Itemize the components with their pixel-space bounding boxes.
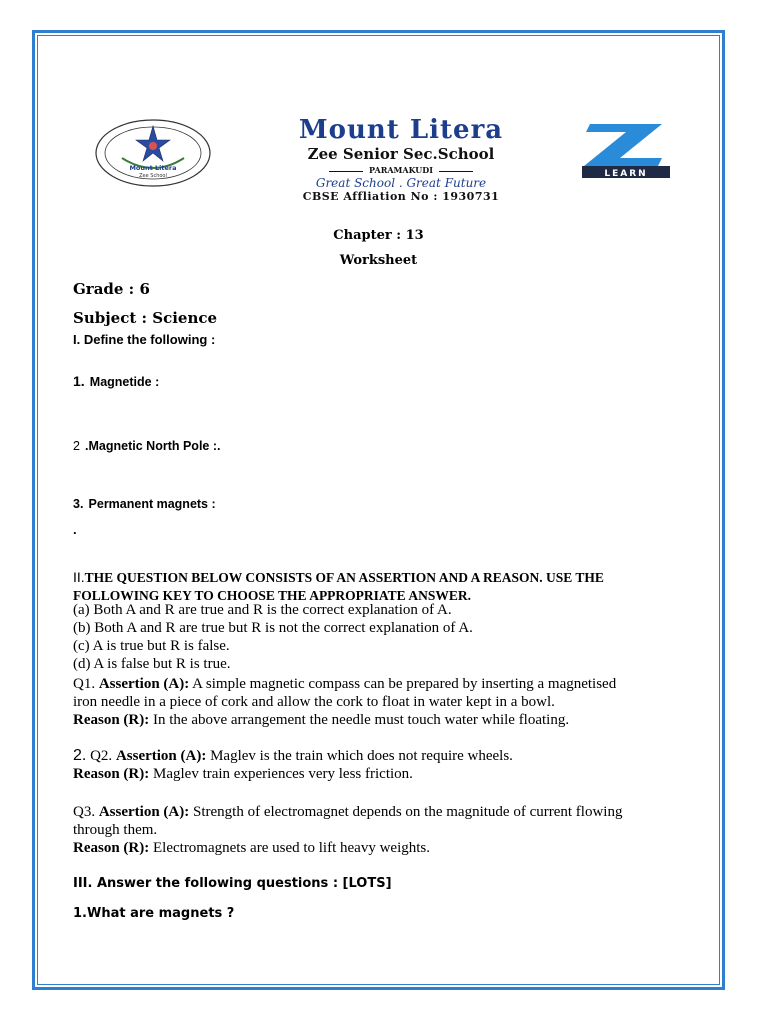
question-3-assertion-line2: through them. xyxy=(73,822,158,838)
question-2-reason-label: Reason (R): xyxy=(73,766,150,782)
define-item-1 xyxy=(73,371,159,390)
define-item-2 xyxy=(73,435,220,454)
school-seal-logo xyxy=(94,118,212,188)
question-2-label: Q2. xyxy=(86,748,113,764)
school-subtitle: Zee Senior Sec.School xyxy=(307,145,495,163)
question-3 xyxy=(73,803,723,857)
seal-logo-subtext: Zee School xyxy=(139,173,167,179)
define-item-3-num: 3. xyxy=(73,497,84,511)
section-1-heading: I. Define the following : xyxy=(73,332,216,347)
question-3-label: Q3. xyxy=(73,804,96,820)
worksheet-title: Worksheet xyxy=(339,253,418,268)
question-3-reason: Electromagnets are used to lift heavy weights. xyxy=(149,840,430,856)
define-item-2-text: .Magnetic North Pole :. xyxy=(85,439,221,453)
define-item-3-text: Permanent magnets : xyxy=(88,497,216,511)
section-2-heading-line2: FOLLOWING KEY TO CHOOSE THE APPROPRIATE ANSWER. xyxy=(73,588,471,603)
answer-key-options xyxy=(73,601,723,673)
define-item-3 xyxy=(73,493,216,512)
school-tagline: Great School . Great Future xyxy=(315,176,487,190)
section-2-heading-line1: THE QUESTION BELOW CONSISTS OF AN ASSERTION AND A REASON. USE THE xyxy=(84,570,604,585)
section-1-dot: . xyxy=(73,522,77,537)
question-1-assertion-line2: iron needle in a piece of cork and allow the cork to float in water kept in a bowl. xyxy=(73,694,555,710)
section-2-roman: II. xyxy=(73,569,85,585)
question-3-reason-label: Reason (R): xyxy=(73,840,150,856)
z-learn-logo-text: LEARN xyxy=(604,169,648,179)
question-2 xyxy=(73,747,723,783)
school-place-text: PARAMAKUDI xyxy=(369,165,433,175)
question-2-num: 2. xyxy=(73,747,87,764)
subject-label: Subject : Science xyxy=(73,309,218,327)
chapter-title: Chapter : 13 xyxy=(333,228,424,243)
z-learn-logo xyxy=(580,122,672,180)
school-affiliation: CBSE Affliation No : 1930731 xyxy=(302,190,500,203)
school-header xyxy=(236,116,566,204)
section-3-question-1: 1.What are magnets ? xyxy=(73,906,235,921)
define-item-1-num: 1. xyxy=(73,373,85,389)
define-item-1-text: Magnetide : xyxy=(89,375,160,389)
question-1 xyxy=(73,675,723,729)
answer-key-option-b: (b) Both A and R are true but R is not the correct explanation of A. xyxy=(73,620,473,636)
question-3-assertion-label: Assertion (A): xyxy=(98,804,190,820)
question-2-assertion-label: Assertion (A): xyxy=(115,748,207,764)
section-3-heading: III. Answer the following questions : [LOTS] xyxy=(73,876,392,891)
answer-key-option-d: (d) A is false but R is true. xyxy=(73,656,231,672)
answer-key-option-a: (a) Both A and R are true and R is the correct explanation of A. xyxy=(73,602,452,618)
grade-label: Grade : 6 xyxy=(73,280,150,298)
school-place xyxy=(236,164,566,176)
school-name: Mount Litera xyxy=(298,115,504,145)
question-1-reason: In the above arrangement the needle must touch water while floating. xyxy=(149,712,570,728)
section-2-heading xyxy=(73,568,723,605)
question-1-reason-label: Reason (R): xyxy=(73,712,150,728)
question-1-label: Q1. xyxy=(73,676,96,692)
answer-key-option-c: (c) A is true but R is false. xyxy=(73,638,230,654)
question-1-assertion-label: Assertion (A): xyxy=(98,676,190,692)
seal-logo-text: Mount Litera xyxy=(129,164,177,172)
define-item-2-num: 2 xyxy=(73,439,80,453)
question-2-reason: Maglev train experiences very less friction. xyxy=(149,766,413,782)
question-1-assertion-line1: A simple magnetic compass can be prepared by inserting a magnetised xyxy=(189,676,617,692)
question-2-assertion: Maglev is the train which does not require wheels. xyxy=(206,748,513,764)
question-3-assertion-line1: Strength of electromagnet depends on the magnitude of current flowing xyxy=(189,804,623,820)
